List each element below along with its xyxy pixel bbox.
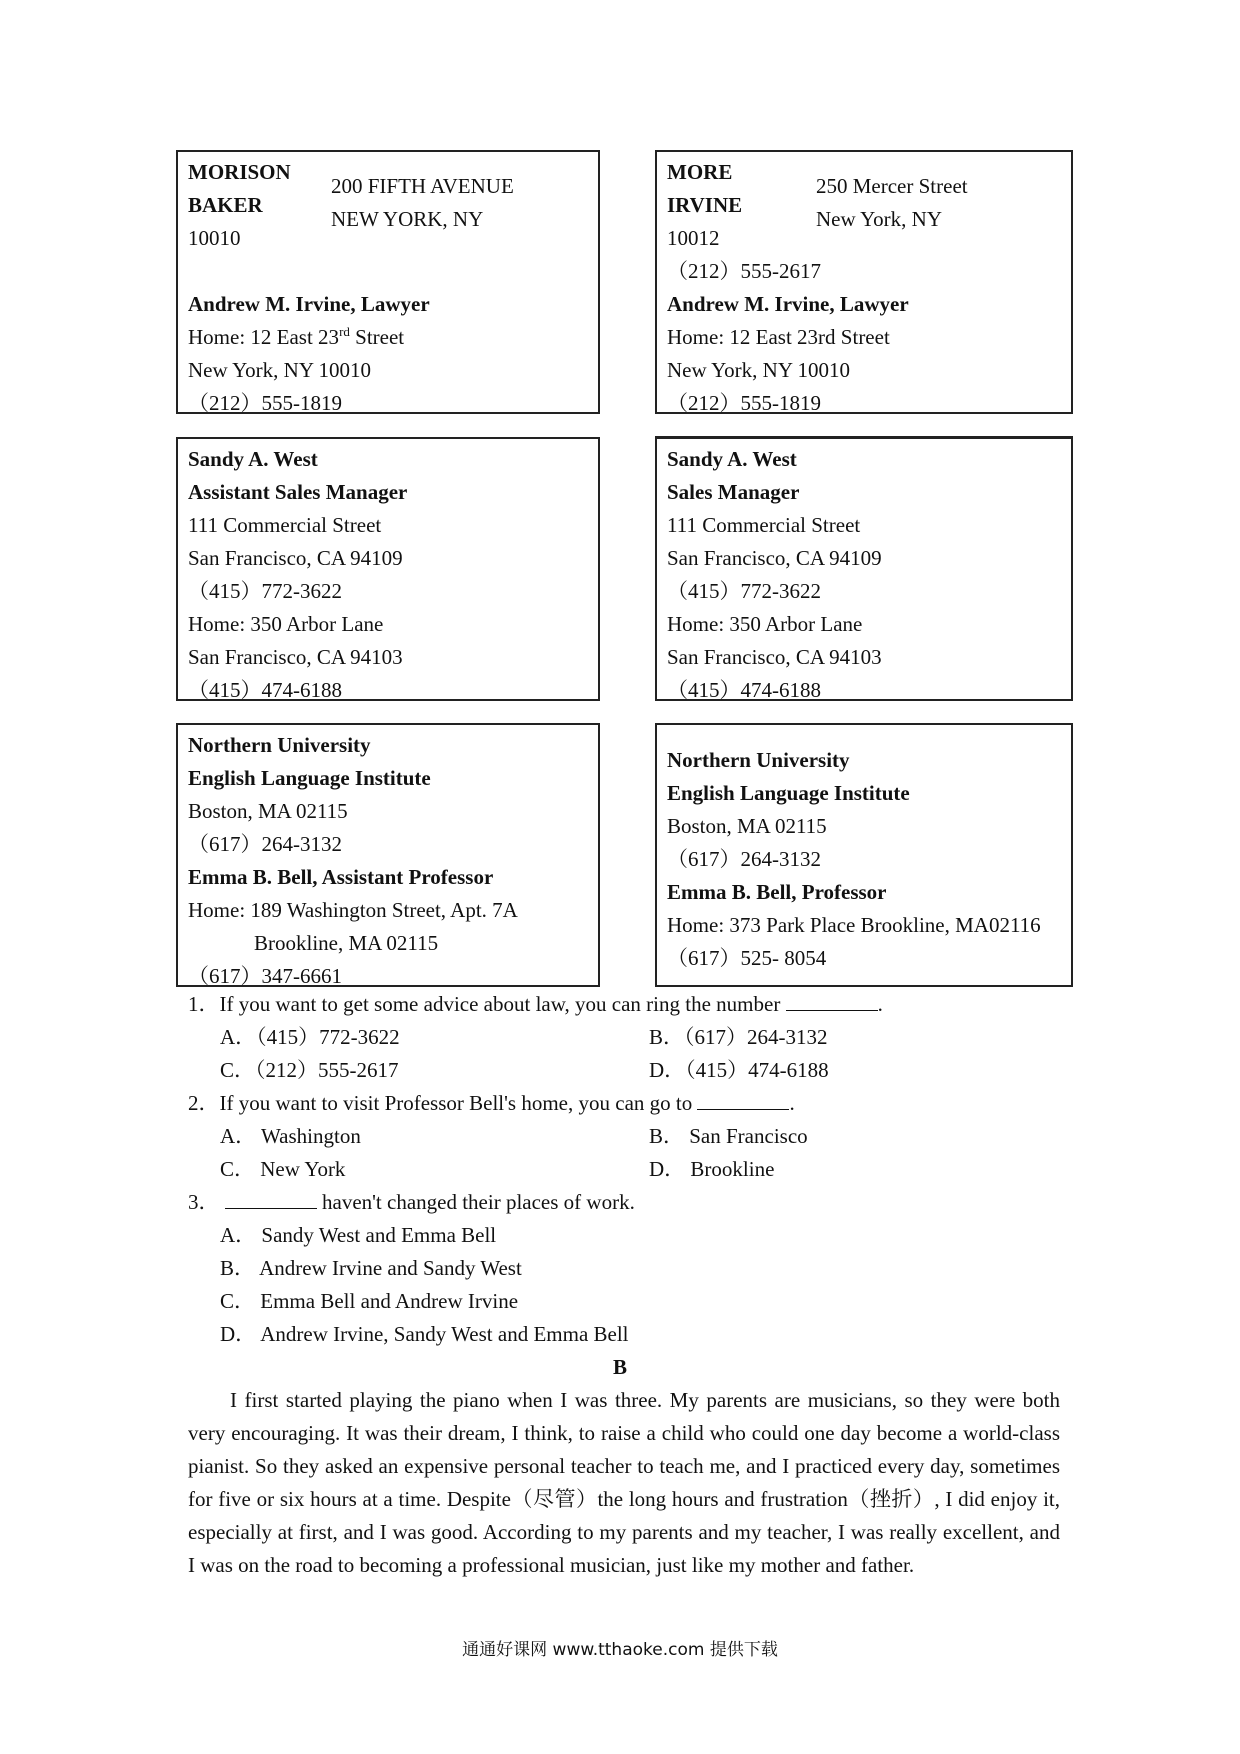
option-1a: A．（415）772-3622 (220, 1025, 400, 1049)
question-number: 2． (188, 1091, 220, 1115)
option-1b: B．（617）264-3132 (649, 1025, 828, 1049)
firm-address-city: New York, NY (816, 207, 943, 231)
office-phone: （415）772-3622 (188, 579, 342, 603)
job-title: Assistant Sales Manager (188, 480, 408, 504)
business-card-sandy-west-manager (655, 437, 1073, 701)
business-card-emma-bell-assistant (176, 723, 600, 987)
home-phone: （212）555-1819 (188, 391, 342, 415)
job-title: Sales Manager (667, 480, 800, 504)
answer-blank (225, 1188, 317, 1209)
person-name: Sandy A. West (188, 447, 318, 471)
option-2b: B． San Francisco (649, 1124, 808, 1148)
question-3 (188, 1186, 635, 1219)
home-address: Home: 189 Washington Street, Apt. 7A (188, 898, 518, 922)
office-street: 111 Commercial Street (188, 513, 382, 537)
home-address: Home: 373 Park Place Brookline, MA02116 (667, 913, 1041, 937)
question-2: 2．If you want to visit Professor Bell's home, you can go to . (188, 1091, 795, 1115)
person-name: Andrew M. Irvine, Lawyer (188, 292, 430, 316)
firm-address-street: 250 Mercer Street (816, 174, 968, 198)
question-text: If you want to visit Professor Bell's home, you can go to (219, 1091, 693, 1115)
person-name: Sandy A. West (667, 447, 797, 471)
home-city: San Francisco, CA 94103 (667, 645, 882, 669)
person-name: Emma B. Bell, Assistant Professor (188, 865, 494, 889)
person-name: Andrew M. Irvine, Lawyer (667, 292, 909, 316)
firm-name-line-2: IRVINE (667, 193, 743, 217)
office-phone: （415）772-3622 (667, 579, 821, 603)
home-phone: （415）474-6188 (188, 678, 342, 702)
question-number: 3． (188, 1190, 220, 1214)
office-phone: （617）264-3132 (188, 832, 342, 856)
option-3d: D． Andrew Irvine, Sandy West and Emma Bell (220, 1322, 629, 1346)
office-street: 111 Commercial Street (667, 513, 861, 537)
firm-zip: 10010 (188, 226, 241, 250)
home-address: Home: 350 Arbor Lane (188, 612, 384, 636)
institution-name: Northern University (667, 748, 850, 772)
question-text: haven't changed their places of work. (322, 1190, 635, 1214)
option-3b: B． Andrew Irvine and Sandy West (220, 1256, 522, 1280)
home-phone: （415）474-6188 (667, 678, 821, 702)
section-heading: B (612, 1355, 627, 1379)
firm-address-street: 200 FIFTH AVENUE (331, 174, 514, 198)
home-phone: （617）347-6661 (188, 964, 342, 988)
firm-name-line-1: MORE (667, 160, 733, 184)
home-address: Home: 350 Arbor Lane (667, 612, 863, 636)
reading-passage (188, 1384, 1060, 1582)
office-city: San Francisco, CA 94109 (667, 546, 882, 570)
firm-address (331, 170, 514, 236)
office-city: Boston, MA 02115 (667, 814, 827, 838)
firm-name-line-2: BAKER (188, 193, 263, 217)
firm-address (816, 170, 968, 236)
office-city: San Francisco, CA 94109 (188, 546, 403, 570)
question-1: 1．If you want to get some advice about law, you can ring the number . (188, 992, 883, 1016)
home-city: New York, NY 10010 (667, 358, 850, 382)
option-3c: C． Emma Bell and Andrew Irvine (220, 1289, 519, 1313)
question-text: If you want to get some advice about law, you can ring the number (219, 992, 781, 1016)
firm-name-line-1: MORISON (188, 160, 291, 184)
option-2c: C． New York (220, 1157, 346, 1181)
answer-blank (697, 1089, 789, 1110)
home-city: Brookline, MA 02115 (254, 931, 439, 955)
home-address: Home: 12 East 23rd Street (667, 325, 890, 349)
option-1c: C．（212）555-2617 (220, 1058, 399, 1082)
firm-zip: 10012 (667, 226, 720, 250)
home-phone: （617）525- 8054 (667, 946, 827, 970)
home-city: New York, NY 10010 (188, 358, 371, 382)
passage-paragraph: I first started playing the piano when I was three. My parents are musicians, so they were both very encouraging. It was their dream, I think, to raise a child who could one day become a world-class pianist. So they asked an expensive personal teacher to teach me, and I practiced every day, sometimes for five or six hours at a time. Despite（尽管）the long hours and frustration（挫折）, I did enjoy it, especially at first, and I was good. According to my parents and my teacher, I was really excellent, and I was on the road to becoming a professional musician, just like my mother and father. (188, 1388, 1060, 1577)
question-number: 1． (188, 992, 220, 1016)
home-address: Home: 12 East 23rd Street (188, 324, 405, 349)
institution-name: Northern University (188, 733, 371, 757)
office-city: Boston, MA 02115 (188, 799, 348, 823)
page-footer: 通通好课网 www.tthaoke.com 提供下载 (462, 1640, 778, 1660)
business-card-sandy-west-assistant (176, 437, 600, 701)
department-name: English Language Institute (188, 766, 431, 790)
business-card-emma-bell-professor (655, 723, 1073, 987)
home-city: San Francisco, CA 94103 (188, 645, 403, 669)
option-1d: D．（415）474-6188 (649, 1058, 829, 1082)
option-2d: D． Brookline (649, 1157, 775, 1181)
home-phone: （212）555-1819 (667, 391, 821, 415)
firm-address-city: NEW YORK, NY (331, 207, 484, 231)
office-phone: （617）264-3132 (667, 847, 821, 871)
person-name: Emma B. Bell, Professor (667, 880, 887, 904)
department-name: English Language Institute (667, 781, 910, 805)
option-2a: A． Washington (220, 1124, 361, 1148)
office-phone: （212）555-2617 (667, 259, 821, 283)
option-3a: A． Sandy West and Emma Bell (220, 1223, 497, 1247)
answer-blank (786, 990, 878, 1011)
